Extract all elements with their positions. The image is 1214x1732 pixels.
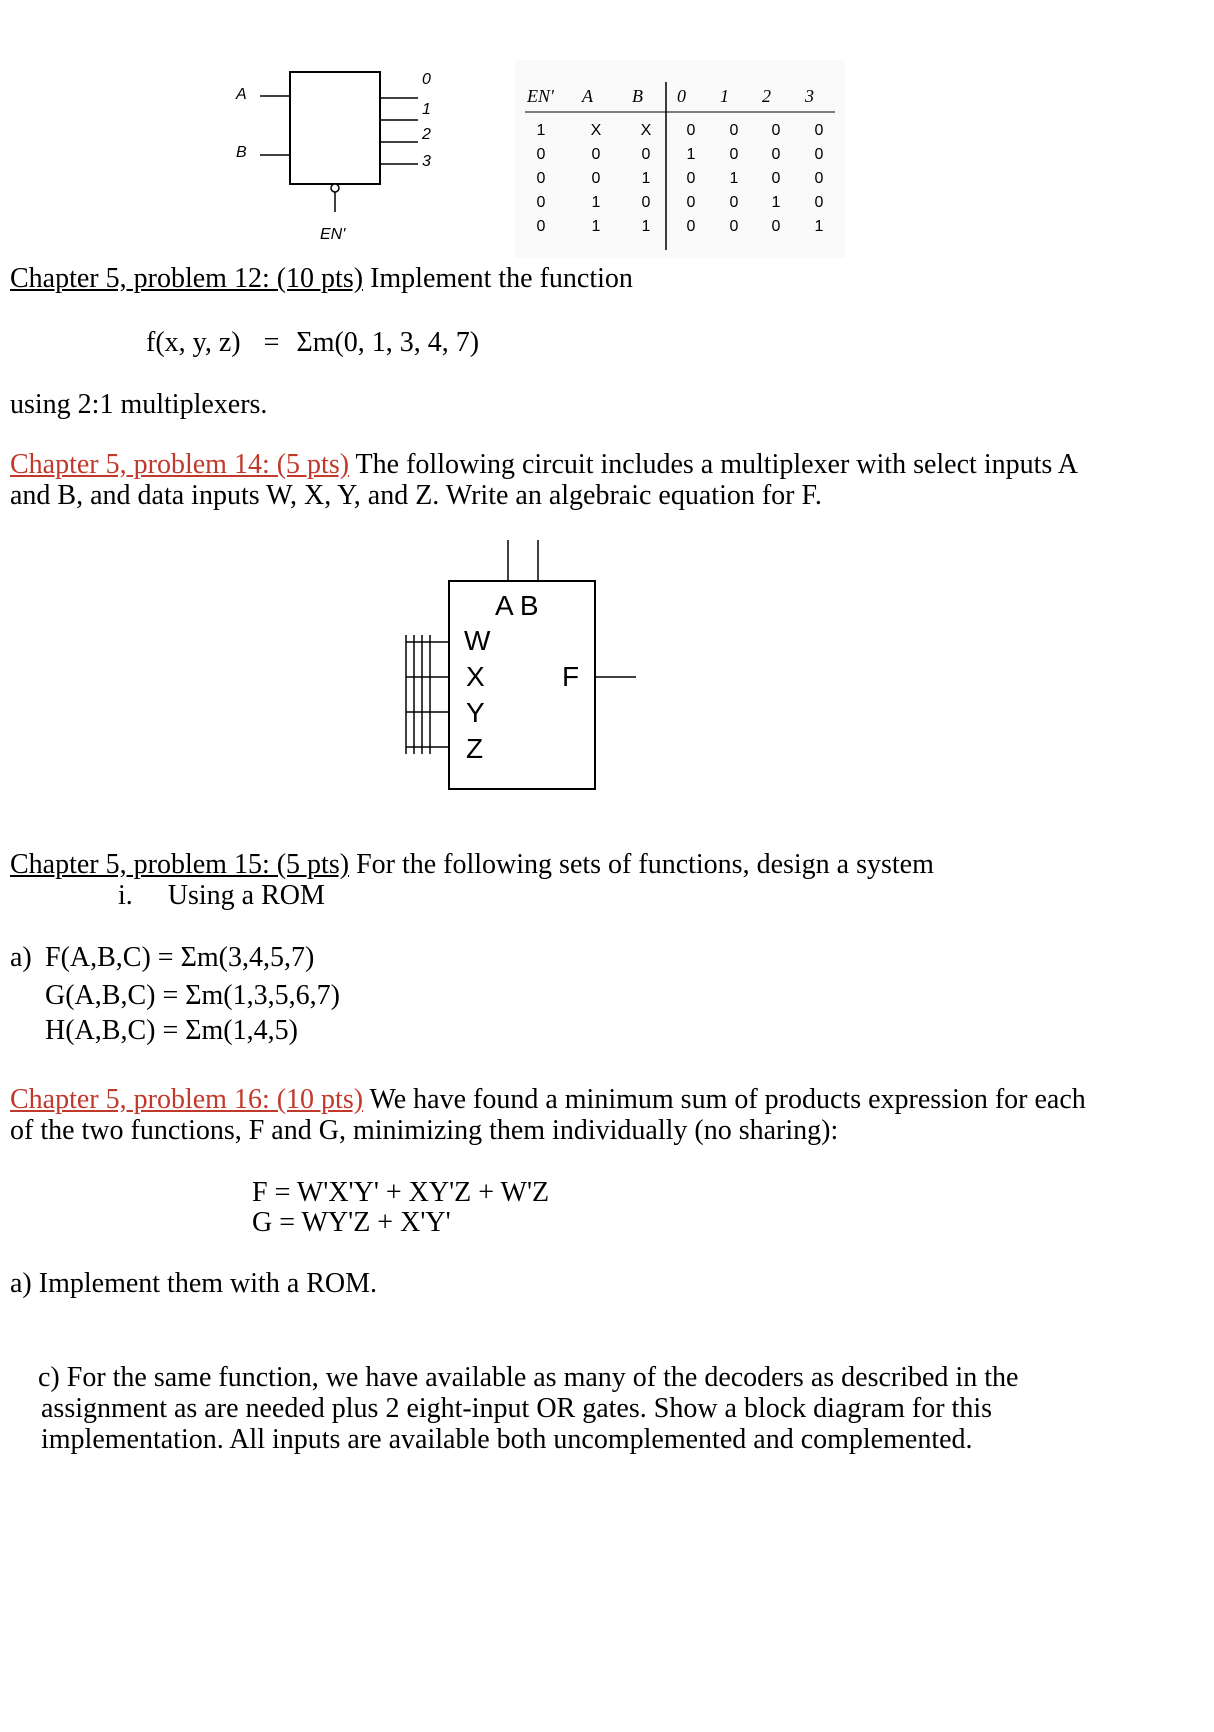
truth-table-cell: 0 [729, 122, 739, 139]
truth-table-cell: 0 [591, 146, 601, 163]
truth-table-cell: 0 [536, 218, 546, 235]
p15-a-label: a) [10, 942, 32, 973]
truth-table-header: 3 [805, 86, 814, 106]
truth-table-header: 2 [762, 86, 771, 106]
p15-item-text: Using a ROM [167, 880, 325, 911]
p15-func-f: F(A,B,C) = Σm(3,4,5,7) [45, 942, 315, 973]
truth-table-cell: 0 [686, 218, 696, 235]
p12-equation [146, 326, 479, 360]
mux-diagram [400, 535, 650, 795]
decoder-input-b: B [236, 144, 247, 161]
mux-output-f: F [562, 661, 580, 692]
truth-table-header: B [632, 86, 643, 106]
mux-select-label: A B [495, 590, 539, 621]
p15-item [118, 879, 325, 913]
truth-table-cell: 1 [686, 146, 696, 163]
truth-table-cell: 0 [729, 218, 739, 235]
p16-part-c-line2: assignment as are needed plus 2 eight-input OR gates. Show a block diagram for this [41, 1393, 993, 1424]
decoder-output-0: 0 [422, 71, 431, 88]
truth-table-cell: 0 [814, 170, 824, 187]
mux-input-z: Z [466, 733, 484, 764]
truth-table-cell: 0 [814, 194, 824, 211]
truth-table-cell: 1 [591, 194, 601, 211]
truth-table-cell: 0 [641, 194, 651, 211]
p12-tail: using 2:1 multiplexers. [10, 389, 268, 420]
truth-table-cell: 0 [641, 146, 651, 163]
p16-eq-f: F = W'X'Y' + XY'Z + W'Z [252, 1177, 550, 1208]
p16-line2: of the two functions, F and G, minimizing them individually (no sharing): [10, 1115, 839, 1146]
truth-table-header: 1 [720, 86, 729, 106]
p16-heading: Chapter 5, problem 16: (10 pts) [10, 1084, 364, 1115]
truth-table-cell: 1 [729, 170, 739, 187]
mux-input-w: W [464, 625, 491, 656]
truth-table-cell: 1 [536, 122, 546, 139]
p12-lhs: f(x, y, z) [146, 327, 241, 358]
p14-text1: The following circuit includes a multiplexer with select inputs A [349, 449, 1078, 480]
p14-line1 [10, 448, 1078, 482]
p16-part-a: a) Implement them with a ROM. [10, 1268, 378, 1299]
truth-table-cell: 1 [591, 218, 601, 235]
truth-table-cell: 0 [814, 146, 824, 163]
truth-table-cell: 0 [536, 170, 546, 187]
p12-line [10, 262, 633, 296]
p15-func-g: G(A,B,C) = Σm(1,3,5,6,7) [45, 980, 340, 1011]
truth-table-cell: 0 [729, 194, 739, 211]
truth-table-header: 0 [677, 86, 686, 106]
truth-table-header: A [582, 86, 593, 106]
truth-table-cell: 0 [591, 170, 601, 187]
truth-table-header: EN' [527, 86, 554, 106]
decoder-enable-label: EN' [320, 226, 346, 243]
p12-rhs: Σm(0, 1, 3, 4, 7) [296, 327, 480, 358]
truth-table-cell: 0 [686, 170, 696, 187]
p12-heading: Chapter 5, problem 12: (10 pts) [10, 263, 364, 294]
p16-line1 [10, 1083, 1086, 1117]
truth-table-cell: 0 [536, 194, 546, 211]
truth-table-cell: 0 [771, 170, 781, 187]
truth-table-cell: 0 [729, 146, 739, 163]
truth-table-cell: 0 [686, 122, 696, 139]
truth-table-cell: 1 [641, 170, 651, 187]
truth-table-cell: 1 [771, 194, 781, 211]
p15-text: For the following sets of functions, design a system [349, 849, 934, 880]
p15-item-num: i. [118, 880, 133, 911]
truth-table-cell: 1 [814, 218, 824, 235]
mux-input-y: Y [466, 697, 485, 728]
decoder-input-a: A [236, 86, 247, 103]
truth-table-cell: 0 [686, 194, 696, 211]
p14-heading: Chapter 5, problem 14: (5 pts) [10, 449, 350, 480]
p14-line2: and B, and data inputs W, X, Y, and Z. Write an algebraic equation for F. [10, 480, 822, 511]
p15-line [10, 848, 934, 882]
truth-table-cell: X [590, 122, 602, 139]
decoder-truth-table [515, 60, 845, 258]
p16-eq-g: G = WY'Z + X'Y' [252, 1207, 451, 1238]
p15-func-h: H(A,B,C) = Σm(1,4,5) [45, 1015, 298, 1046]
decoder-output-1: 1 [422, 101, 431, 118]
p16-part-c-line1: c) For the same function, we have available as many of the decoders as described in the [38, 1362, 1019, 1393]
p12-eq: = [263, 327, 280, 358]
p12-text: Implement the function [363, 263, 633, 294]
truth-table-cell: 0 [814, 122, 824, 139]
truth-table-cell: 0 [771, 122, 781, 139]
mux-input-x: X [466, 661, 485, 692]
truth-table-cell: 1 [641, 218, 651, 235]
decoder-output-2: 2 [422, 126, 431, 143]
truth-table-cell: 0 [771, 218, 781, 235]
p16-text1: We have found a minimum sum of products expression for each [363, 1084, 1086, 1115]
p16-part-c-line3: implementation. All inputs are available both uncomplemented and complemented. [41, 1424, 973, 1455]
truth-table-cell: 0 [771, 146, 781, 163]
p15-heading: Chapter 5, problem 15: (5 pts) [10, 849, 350, 880]
truth-table-cell: 0 [536, 146, 546, 163]
truth-table-cell: X [640, 122, 652, 139]
decoder-output-3: 3 [422, 153, 431, 170]
